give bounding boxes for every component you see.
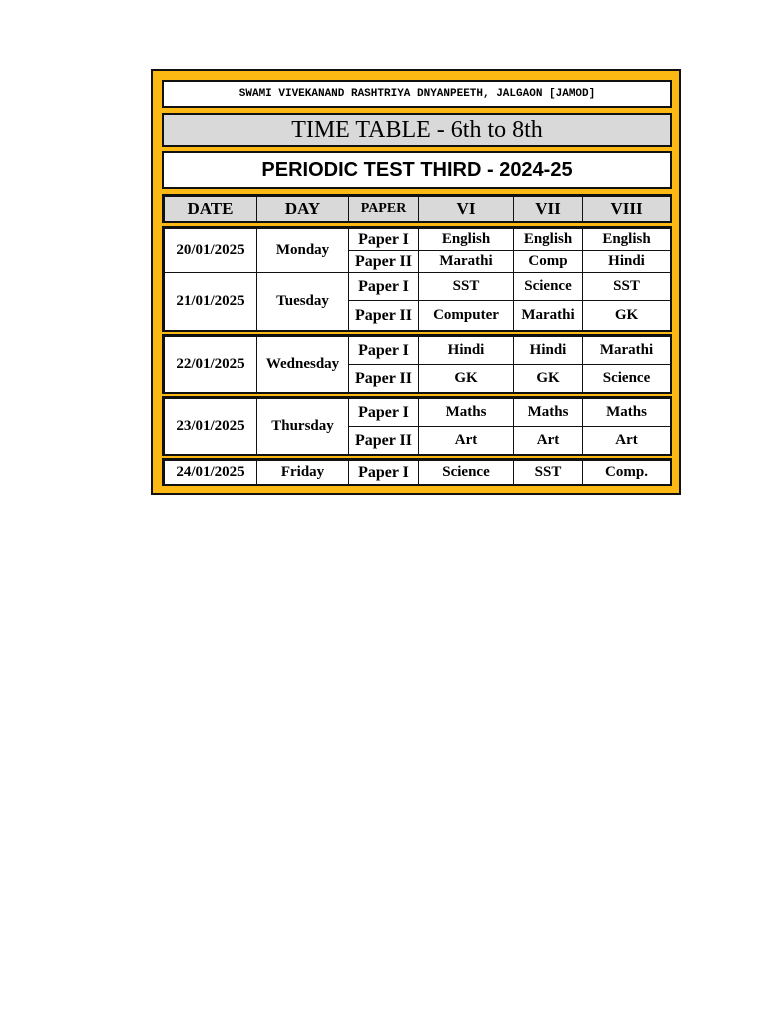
subject-vii: Maths [514,399,583,427]
header-vii: VII [514,197,583,222]
paper-cell: Paper I [349,461,419,485]
day-cell: Wednesday [257,337,349,393]
subject-viii: Comp. [583,461,671,485]
date-cell: 20/01/2025 [165,229,257,273]
subject-viii: Maths [583,399,671,427]
paper-cell: Paper I [349,273,419,301]
subject-vii: Comp [514,251,583,273]
timetable-frame [151,69,681,495]
paper-cell: Paper II [349,251,419,273]
day-cell: Friday [257,461,349,485]
date-cell: 22/01/2025 [165,337,257,393]
subject-viii: Marathi [583,337,671,365]
paper-cell: Paper II [349,301,419,331]
page-title: TIME TABLE - 6th to 8th [162,113,672,147]
paper-cell: Paper II [349,427,419,455]
header-date: DATE [165,197,257,222]
subject-vi: GK [419,365,514,393]
table-group [162,458,672,486]
subject-viii: Hindi [583,251,671,273]
school-name: SWAMI VIVEKANAND RASHTRIYA DNYANPEETH, JALGAON [JAMOD] [162,80,672,108]
subject-vii: Hindi [514,337,583,365]
date-cell: 24/01/2025 [165,461,257,485]
subject-viii: Art [583,427,671,455]
subject-vi: Hindi [419,337,514,365]
subject-vi: Marathi [419,251,514,273]
table-header [162,194,672,223]
subject-viii: Science [583,365,671,393]
test-title: PERIODIC TEST THIRD - 2024-25 [162,151,672,189]
subject-vi: Art [419,427,514,455]
subject-viii: GK [583,301,671,331]
subject-vi: Maths [419,399,514,427]
table-group [162,396,672,456]
subject-viii: English [583,229,671,251]
day-cell: Monday [257,229,349,273]
subject-vii: Art [514,427,583,455]
table-group [162,334,672,394]
day-cell: Thursday [257,399,349,455]
header-day: DAY [257,197,349,222]
subject-vii: Marathi [514,301,583,331]
table-group [162,226,672,332]
header-vi: VI [419,197,514,222]
subject-vii: English [514,229,583,251]
paper-cell: Paper II [349,365,419,393]
subject-vi: SST [419,273,514,301]
date-cell: 23/01/2025 [165,399,257,455]
date-cell: 21/01/2025 [165,273,257,331]
subject-vi: Science [419,461,514,485]
header-paper: PAPER [349,197,419,222]
subject-viii: SST [583,273,671,301]
subject-vi: Computer [419,301,514,331]
paper-cell: Paper I [349,399,419,427]
paper-cell: Paper I [349,229,419,251]
header-viii: VIII [583,197,671,222]
subject-vii: Science [514,273,583,301]
subject-vi: English [419,229,514,251]
day-cell: Tuesday [257,273,349,331]
subject-vii: GK [514,365,583,393]
paper-cell: Paper I [349,337,419,365]
subject-vii: SST [514,461,583,485]
